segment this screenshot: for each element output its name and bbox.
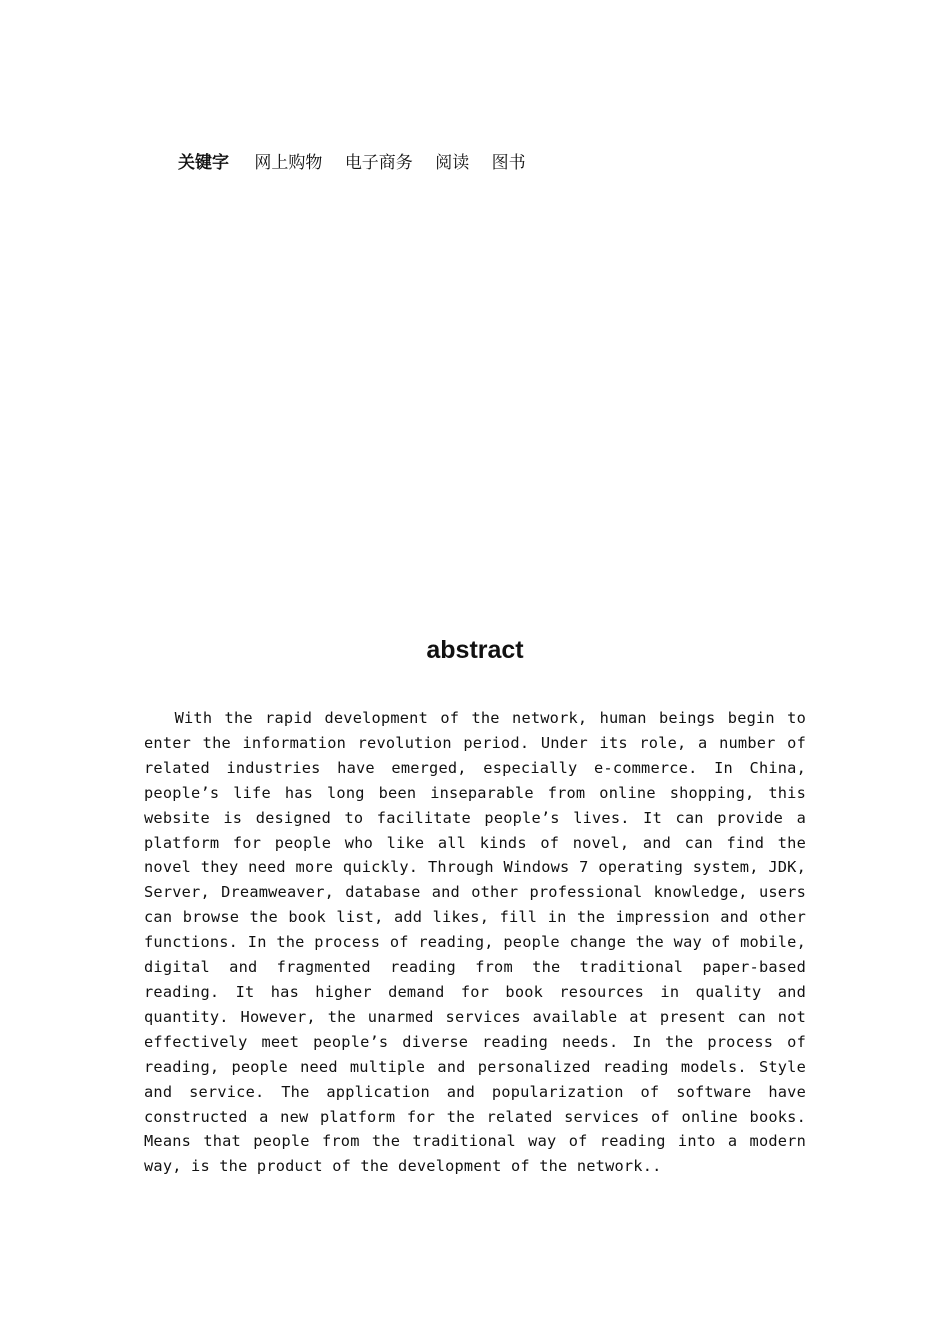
abstract-heading: abstract <box>426 636 524 664</box>
keyword-term: 网上购物 <box>254 153 323 173</box>
keyword-term: 图书 <box>491 153 526 173</box>
keywords-line <box>178 150 543 176</box>
abstract-paragraph: With the rapid development of the network, human beings begin to enter the information revolution period. Under its role, a number of related industries have emerged, especially e-commerce. In China, people’s life has long been inseparable from online shopping, this website is designed to facilitate people’s lives. It can provide a platform for people who like all kinds of novel, and can find the novel they need more quickly. Through Windows 7 operating system, JDK, Server, Dreamweaver, database and other professional knowledge, users can browse the book list, add likes, fill in the impression and other functions. In the process of reading, people change the way of mobile, digital and fragmented reading from the traditional paper-based reading. It has higher demand for book resources in quality and quantity. However, the unarmed services available at present can not effectively meet people’s diverse reading needs. In the process of reading, people need multiple and personalized reading models. Style and service. The application and popularization of software have constructed a new platform for the related services of online books. Means that people from the traditional way of reading into a modern way, is the product of the development of the network.. <box>144 709 806 1176</box>
keywords-label: 关键字 <box>178 153 229 173</box>
keyword-term: 电子商务 <box>344 153 413 173</box>
keyword-term: 阅读 <box>435 153 470 173</box>
